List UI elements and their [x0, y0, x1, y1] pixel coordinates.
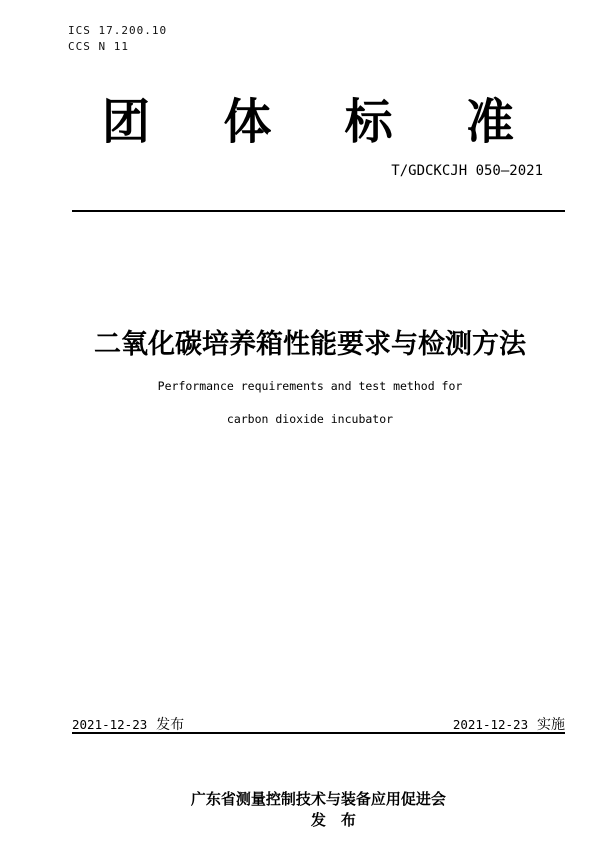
classification-codes	[68, 23, 167, 55]
title-en	[20, 380, 600, 426]
footer	[20, 771, 600, 847]
implement-date-group	[453, 714, 565, 734]
implement-date: 2021-12-23	[452, 717, 529, 732]
title-en-line1: Performance requirements and test method for	[157, 379, 463, 393]
doc-type-char: 标	[344, 96, 393, 149]
doc-type-char: 准	[465, 96, 514, 149]
issue-date: 2021-12-23	[72, 717, 148, 732]
top-rule	[72, 210, 565, 212]
standard-number: T/GDCKCJH 050—2021	[391, 163, 543, 179]
bottom-rule	[72, 732, 565, 734]
issue-date-label: 发布	[156, 716, 185, 732]
footer-issuer: 广东省测量控制技术与装备应用促进会	[190, 791, 446, 808]
title-en-line2: carbon dioxide incubator	[226, 412, 394, 426]
date-row	[72, 714, 565, 734]
footer-action-label: 发 布	[310, 812, 356, 829]
ics-code: ICS 17.200.10	[68, 24, 168, 37]
doc-type-char: 团	[102, 96, 151, 149]
doc-type-title	[102, 96, 514, 149]
issue-date-group	[72, 714, 184, 734]
ccs-code: CCS N 11	[68, 40, 129, 53]
doc-type-char: 体	[223, 96, 272, 149]
title-zh: 二氧化碳培养箱性能要求与检测方法	[94, 329, 526, 359]
implement-date-label: 实施	[537, 716, 565, 732]
